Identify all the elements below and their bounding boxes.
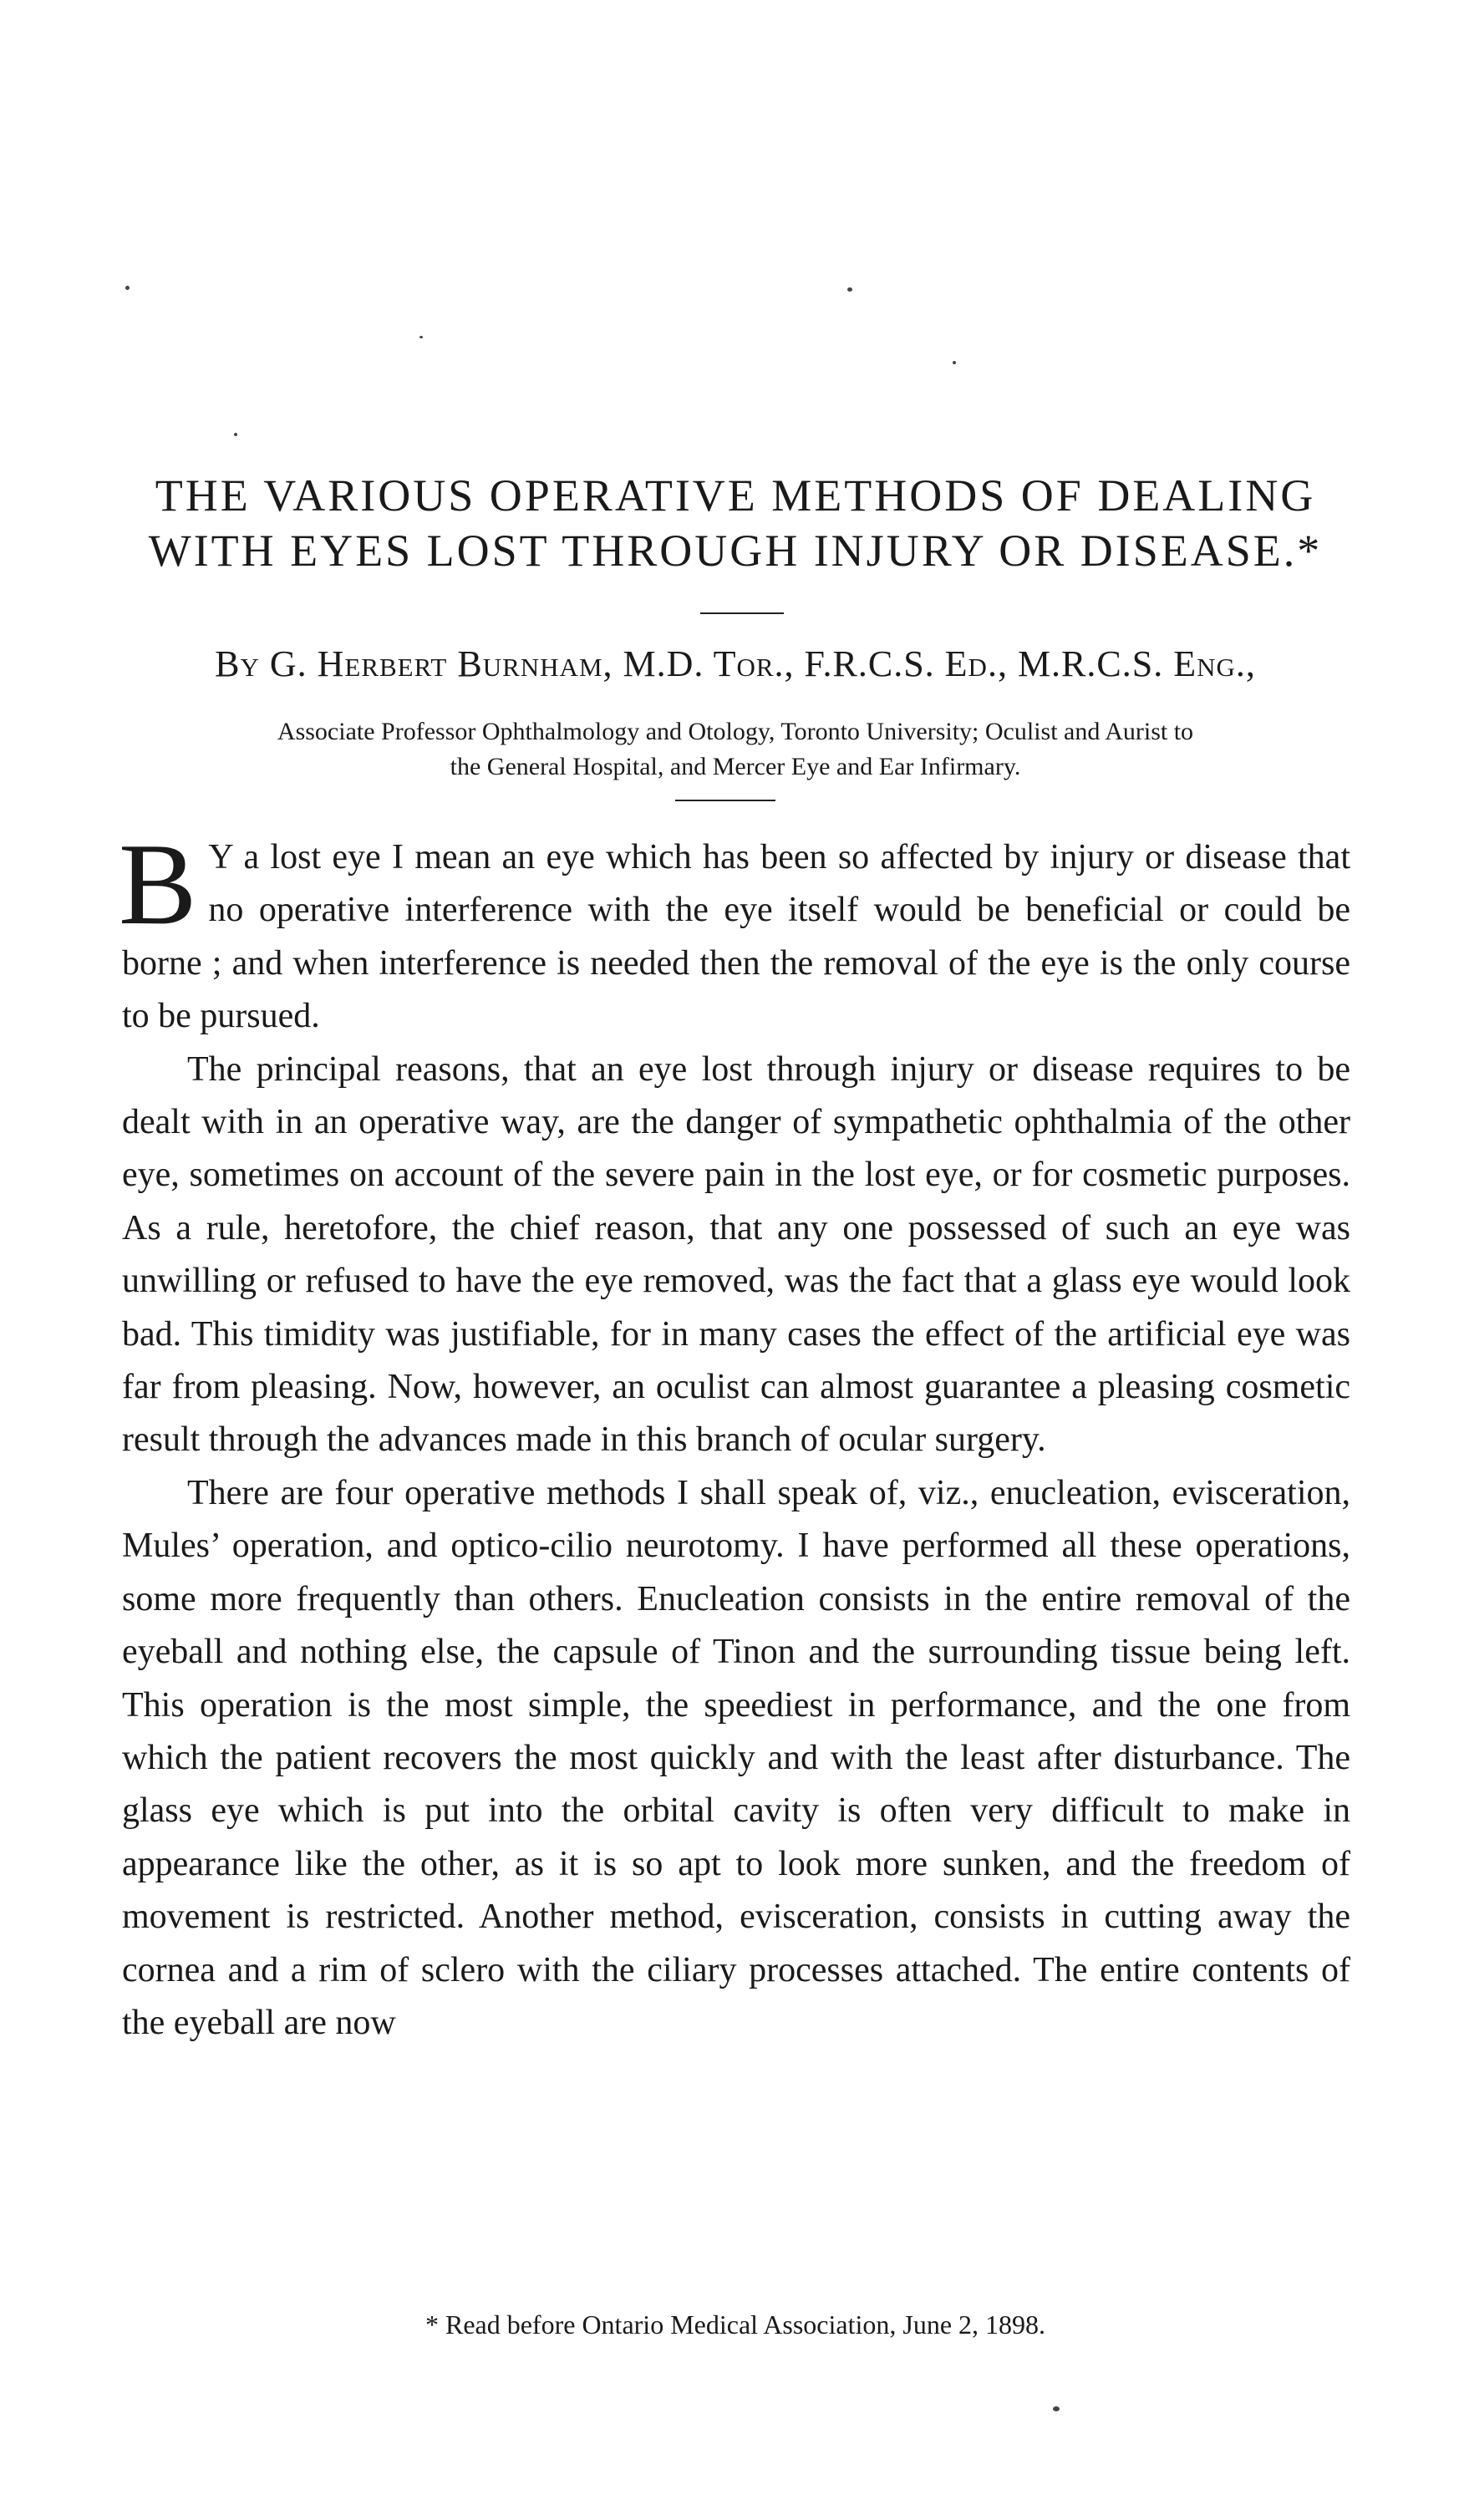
scan-speck: [847, 287, 852, 292]
paragraph-3: There are four operative methods I shall speak of, viz., enucleation, evisceration, Mules’ operation, and optico-cilio neurotomy. I have performed all these operations, some more frequently than others. Enucleation consists in the entire removal of the eyeball and nothing else, the capsule of Tinon and the surrounding tissue being left. This operation is the most simple, the speediest in performance, and the one from which the patient recovers the most quickly and with the least after disturbance. The glass eye which is put into the orbital cavity is often very difficult to make in appearance like the other, as it is so apt to look more sunken, and the freedom of movement is restricted. Another method, evisceration, consists in cutting away the cornea and a rim of sclero with the ciliary processes attached. The entire contents of the eyeball are now: [122, 1473, 1350, 2042]
author-affiliation: [117, 714, 1354, 785]
paragraph-1: [119, 820, 1350, 1044]
title-divider: [700, 612, 784, 614]
affiliation-line-1: Associate Professor Ophthalmology and Otology, Toronto University; Oculist and Aurist to: [277, 718, 1194, 745]
drop-cap: B: [119, 820, 197, 949]
author-name: G. Herbert Burnham: [269, 643, 603, 684]
paragraph-2: The principal reasons, that an eye lost through injury or disease requires to be dealt with in an operative way, are the danger of sympathetic ophthalmia of the other eye, sometimes on account of the severe pain in the lost eye, or for cosmetic purposes. As a rule, heretofore, the chief reason, that any one possessed of such an eye was unwilling or refused to have the eye removed, was the fact that a glass eye would look bad. This timidity was justifiable, for in many cases the effect of the artificial eye was far from pleasing. Now, however, an oculist can almost guarantee a pleasing cosmetic result through the advances made in this branch of ocular surgery.: [122, 1049, 1350, 1460]
affiliation-line-2: the General Hospital, and Mercer Eye and Ear Infirmary.: [450, 753, 1021, 780]
byline: [117, 640, 1354, 688]
scan-speck: [953, 361, 956, 364]
article-title: [117, 468, 1354, 578]
scan-speck: [1053, 2406, 1060, 2411]
byline-divider: [675, 800, 775, 801]
scan-speck: [234, 433, 237, 436]
scan-speck: [419, 336, 423, 338]
byline-prefix: By: [215, 643, 270, 684]
article-body: [119, 820, 1350, 2050]
footnote: * Read before Ontario Medical Association, June 2, 1898.: [424, 2309, 1046, 2340]
author-credentials: , M.D. Tor., F.R.C.S. Ed., M.R.C.S. Eng.,: [602, 643, 1256, 684]
paragraph-1-text: Y a lost eye I mean an eye which has been so affected by injury or disease that no operative interference with the eye itself would be beneficial or could be borne ; and when interference is needed then the removal of the eye is the only course to be pursued.: [122, 838, 1350, 1036]
article-title-line-1: THE VARIOUS OPERATIVE METHODS OF DEALING: [155, 470, 1316, 521]
article-title-line-2: WITH EYES LOST THROUGH INJURY OR DISEASE.*: [148, 526, 1323, 576]
scan-speck: [125, 286, 130, 290]
